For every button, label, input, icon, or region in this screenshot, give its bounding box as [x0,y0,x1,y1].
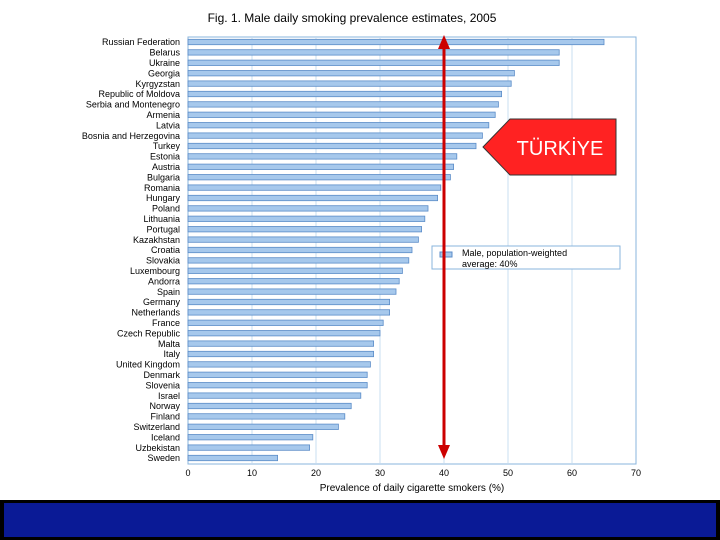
category-label: Russian Federation [101,37,180,48]
bar [188,185,441,190]
category-label: Bulgaria [146,172,180,183]
bar [188,154,457,159]
x-tick-label: 50 [502,468,514,478]
bar [188,39,604,44]
bar [188,351,374,356]
bar [188,60,559,65]
callout-label: TÜRKİYE [516,138,604,160]
category-label: Ukraine [148,58,180,68]
category-label: Iceland [150,432,180,443]
category-label: Lithuania [143,214,180,224]
x-tick-label: 40 [438,468,450,478]
average-arrow-head-bottom [438,445,450,459]
category-label: Netherlands [131,307,180,318]
category-label: Bosnia and Herzegovina [81,130,180,141]
category-label: Finland [150,411,180,422]
bar [188,320,383,325]
x-tick-label: 60 [566,468,578,478]
legend [432,246,620,269]
category-label: France [151,318,180,328]
legend-label-line1: Male, population-weighted [462,248,568,258]
category-label: Serbia and Montenegro [85,99,180,110]
category-label: Czech Republic [116,328,180,339]
category-label: Switzerland [133,422,180,432]
bar [188,424,338,429]
bar [188,445,310,450]
category-label: Croatia [150,245,180,256]
bar [188,112,495,117]
category-label: Romania [143,182,180,193]
bar [188,91,502,96]
category-label: Sweden [147,453,180,464]
footer-bar-inner [4,503,716,537]
category-label: Norway [149,401,180,412]
bar [188,383,367,388]
bar [188,258,409,263]
category-label: Latvia [155,120,180,131]
bar [188,164,454,169]
bar [188,268,402,273]
bar [188,247,412,252]
x-tick-label: 70 [630,468,642,478]
bar [188,175,450,180]
bar [188,310,390,315]
bar [188,372,367,377]
bar [188,289,396,294]
category-label: Belarus [149,47,180,58]
bar [188,362,370,367]
category-label: Denmark [143,370,180,380]
bar [188,435,313,440]
category-label: Estonia [149,151,180,162]
x-axis-label: Prevalence of daily cigarette smokers (%) [319,483,505,494]
x-tick-label: 10 [246,468,258,478]
category-labels [82,37,181,463]
bar [188,133,482,138]
bar [188,279,399,284]
category-label: Andorra [147,276,180,287]
bar [188,331,380,336]
category-label: Luxembourg [129,266,180,276]
bar [188,143,476,148]
category-label: Kazakhstan [132,234,180,245]
bar [188,50,559,55]
category-label: Germany [142,297,180,308]
x-tick-label: 30 [374,468,386,478]
x-tick-labels [185,468,641,478]
turkiye-callout [483,119,616,175]
category-label: Italy [163,349,180,360]
bar [188,195,438,200]
bar [188,299,390,304]
category-label: Portugal [146,224,180,235]
bar [188,403,351,408]
bar [188,216,425,221]
legend-swatch [440,252,452,257]
bar [188,81,511,86]
bar [188,206,428,211]
x-tick-label: 0 [185,468,191,478]
bar [188,455,278,460]
category-label: Turkey [152,141,180,152]
category-label: Georgia [147,68,180,79]
legend-label-line2: average: 40% [462,259,518,269]
category-label: Poland [151,203,180,214]
bar [188,341,374,346]
bar [188,414,345,419]
category-label: Kyrgyzstan [135,78,180,89]
footer-bar [0,500,720,540]
category-label: Slovakia [145,255,180,266]
category-label: Armenia [146,110,180,120]
category-label: Israel [157,390,180,401]
category-label: Hungary [145,193,180,204]
bar [188,237,418,242]
category-label: Uzbekistan [135,442,180,453]
category-label: Republic of Moldova [98,89,180,100]
bar [188,227,422,232]
x-tick-label: 20 [310,468,322,478]
bar [188,71,514,76]
category-label: Austria [151,162,180,172]
chart-title: Fig. 1. Male daily smoking prevalence estimates, 2005 [207,11,497,25]
category-label: Malta [157,338,180,349]
category-label: United Kingdom [115,359,180,370]
category-label: Spain [156,286,180,297]
bar [188,393,361,398]
category-label: Slovenia [145,380,180,391]
bar [188,102,498,107]
